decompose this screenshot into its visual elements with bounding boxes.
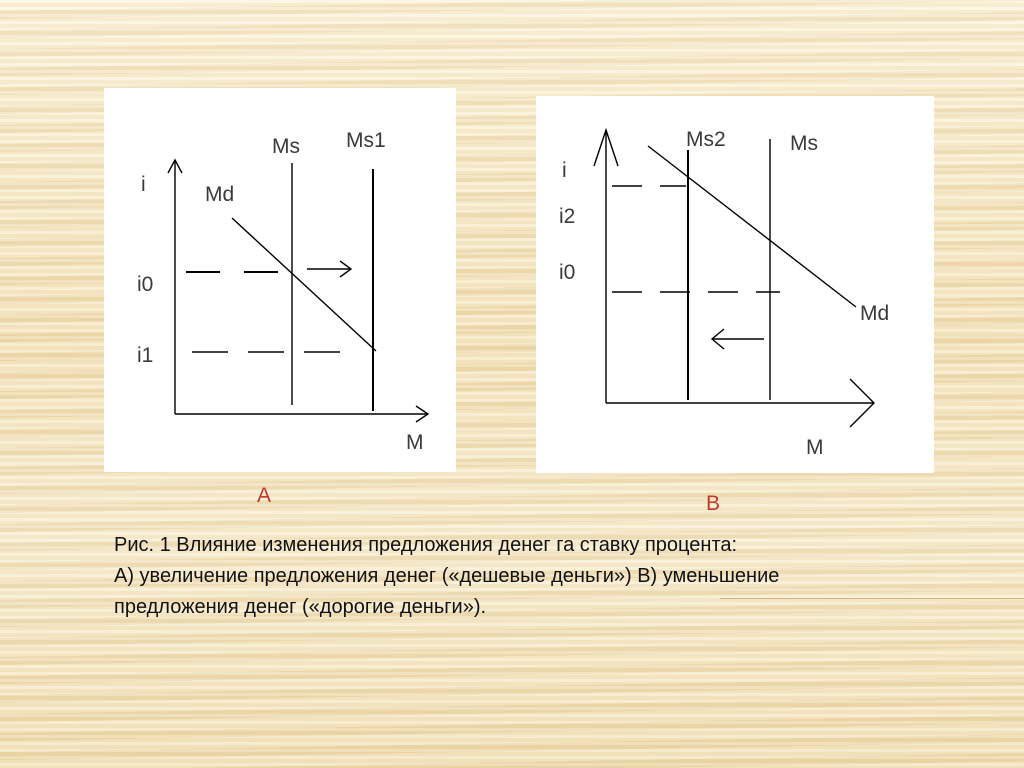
rate-label-i1: i1 [137,344,154,367]
rate-label-i2: i2 [559,205,576,228]
caption-line-3: предложения денег («дорогие деньги»). [114,596,487,618]
demand-label: Md [205,183,235,206]
panel-a-letter: А [257,484,272,507]
supply-label-ms1: Ms1 [346,129,386,152]
supply-label-ms: Ms [790,132,818,155]
caption-line-2: А) увеличение предложения денег («дешевые деньги») В) уменьшение [114,565,780,587]
diagram-a-panel [104,88,456,472]
y-axis-label: i [141,173,146,196]
figure-caption [114,530,914,623]
supply-label-ms2: Ms2 [686,128,726,151]
x-axis-label: M [806,436,824,459]
diagram-b-graphic [536,96,934,473]
rate-label-i0: i0 [137,273,154,296]
demand-label: Md [860,302,890,325]
demand-line-md [648,146,856,307]
y-axis-label: i [562,159,567,182]
rate-label-i0: i0 [559,261,576,284]
x-axis-label: M [406,431,424,454]
demand-line-md [232,218,376,351]
panel-b-letter: В [706,492,721,515]
supply-label-ms: Ms [272,135,300,158]
caption-line-1: Рис. 1 Влияние изменения предложения денег га ставку процента: [114,534,738,556]
diagram-b-panel [536,96,934,473]
